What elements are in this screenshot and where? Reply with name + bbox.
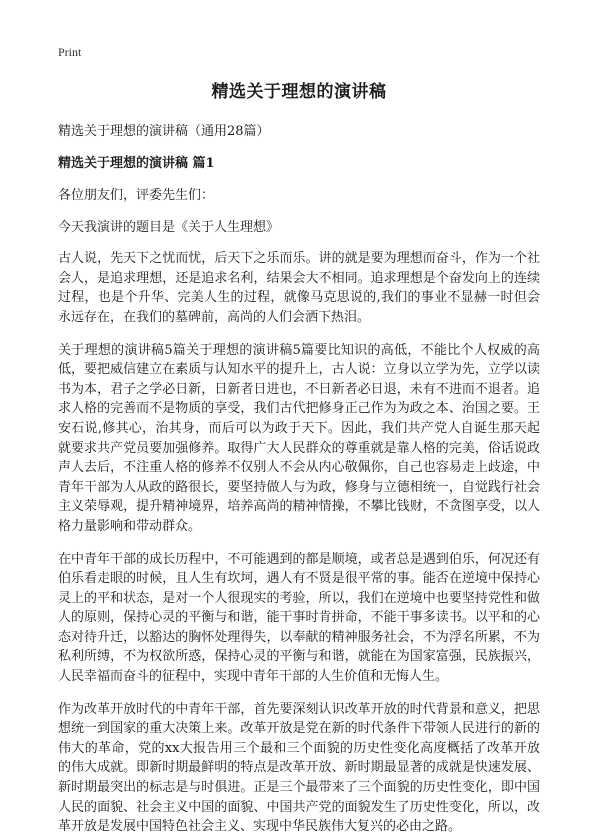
paragraph-body: 在中青年干部的成长历程中，不可能遇到的都是顺境，或者总是遇到伯乐，何况还有伯乐看走眼的时候，且人生有坎坷，遇人有不贤是很平常的事。能否在逆境中保持心灵上的平和状态，是对一个人很现实的考验，所以，我们在逆境中也要坚持党性和做人的原则，保持心灵的平衡与和谐，能干事时肯拼命，不能干事多读书。以平和的心态对待升迁，以豁达的胸怀处理得失，以奉献的精神服务社会，不为浮名所累，不为私利所缚，不为权欲所惑，保持心灵的平衡与和谐，就能在为国家富强，民族振兴，人民幸福而奋斗的征程中，实现中青年干部的人生价值和无悔人生。	[58, 551, 540, 685]
print-label: Print	[58, 45, 82, 59]
paragraph-body: 古人说，先天下之忧而忧，后天下之乐而乐。讲的就是要为理想而奋斗，作为一个社会人，是追求理想，还是追求名利，结果会大不相同。追求理想是个奋发向上的连续过程，也是个升华、完美人生的过程，就像马克思说的,我们的事业不显赫一时但会永远存在，在我们的墓碑前，高尚的人们会洒下热泪。	[58, 251, 540, 325]
paragraph-topic: 今天我演讲的题目是《关于人生理想》	[58, 219, 280, 235]
document-subtitle: 精选关于理想的演讲稿（通用28篇）	[58, 124, 270, 139]
section-heading: 精选关于理想的演讲稿 篇1	[58, 156, 215, 171]
paragraph-body: 关于理想的演讲稿5篇关于理想的演讲稿5篇要比知识的高低，不能比个人权威的高低，要把威信建立在素质与认知水平的提升上，古人说：立身以立学为先，立学以读书为本，君子之学必日新，日新者日进也，不日新者必日退，未有不进而不退者。追求人格的完善而不是物质的享受，我们古代把修身正己作为为政之本、治国之要。王安石说,修其心，治其身，而后可以为政于天下。因此，我们共产党人自诞生那天起就要求共产党员要加强修养。取得广大人民群众的尊重就是靠人格的完美，俗话说政声人去后，不注重人格的修养不仅别人不会从内心敬佩你，自己也容易走上歧途，中青年干部为人从政的路很长，要坚持做人与为政，修身与立德相统一，自觉践行社会主义荣辱观，提升精神境界，培养高尚的精神情操，不攀比钱财，不贪图享受，以人格力量影响和带动群众。	[58, 342, 540, 534]
paragraph-body: 作为改革开放时代的中青年干部，首先要深刻认识改革开放的时代背景和意义，把思想统一到国家的重大决策上来。改革开放是党在新的时代条件下带领人民进行的新的伟大的革命，党的xx大报告用三个最和三个面貌的历史性变化高度概括了改革开放的伟大成就。即新时期最鲜明的特点是改革开放、新时期最显著的成就是快速发展、新时期最突出的标志是与时俱进。正是三个最带来了三个面貌的历史性变化，即中国人民的面貌、社会主义中国的面貌、中国共产党的面貌发生了历史性变化，所以，改革开放是发展中国特色社会主义、实现中华民族伟大复兴的必由之路。	[58, 701, 540, 835]
document-title: 精选关于理想的演讲稿	[211, 82, 387, 102]
paragraph-greeting: 各位朋友们，评委先生们：	[58, 188, 215, 203]
